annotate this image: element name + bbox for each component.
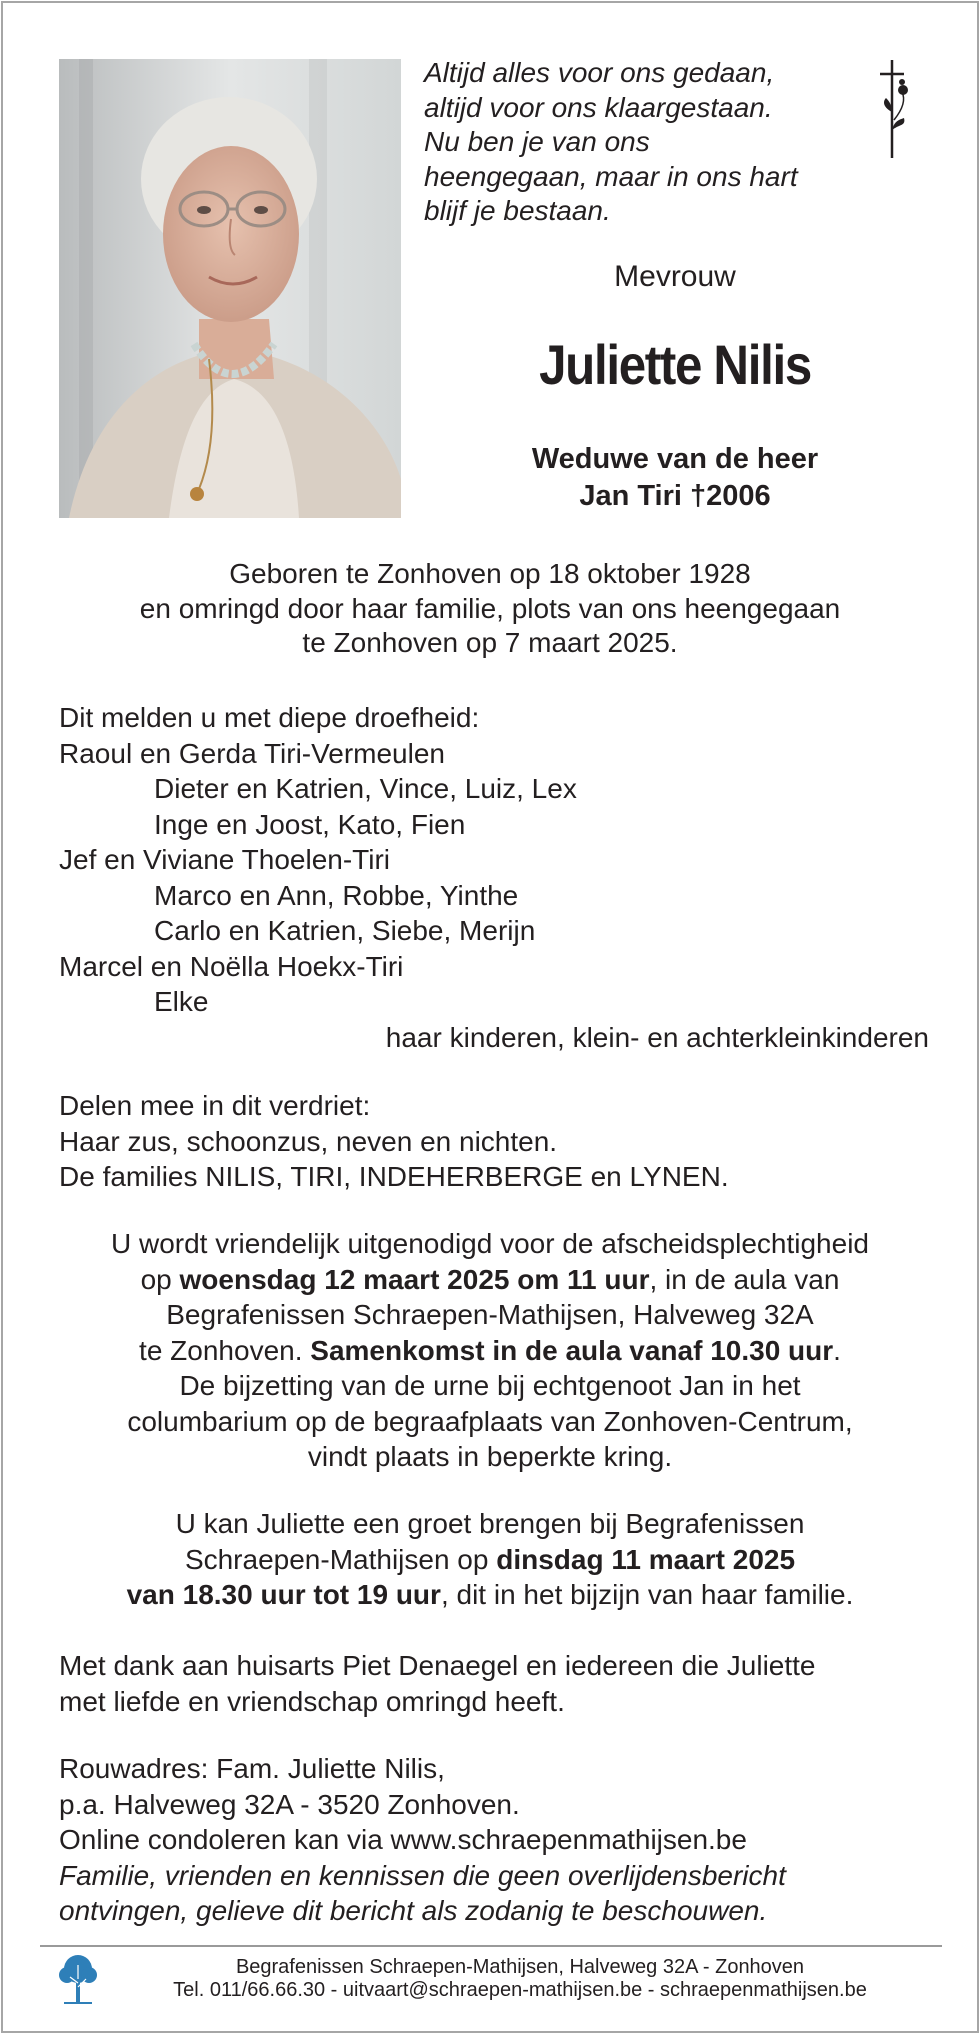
ceremony-text: . [833,1334,841,1366]
visit-line-2 [40,1542,940,1578]
address-section [59,1751,786,1929]
thanks-section [59,1648,816,1719]
widow-line-1: Weduwe van de heer [531,443,819,475]
ceremony-line-3: Begrafenissen Schraepen-Mathijsen, Halveweg 32A [166,1299,814,1330]
birth-line-2: en omringd door haar familie, plots van ons heengegaan [139,592,841,624]
birth-death-info [0,557,980,661]
family-row: Marcel en Noëlla Hoekx-Tiri [59,950,404,982]
footer-divider [40,1945,942,1947]
notice-line-1: Familie, vrienden en kennissen die geen overlijdensbericht [59,1859,786,1891]
visit-section [40,1506,940,1613]
ceremony-text: te Zonhoven. [139,1334,311,1366]
ceremony-line-5: De bijzetting van de urne bij echtgenoot Jan in het [179,1370,801,1401]
ceremony-text: op [140,1263,180,1295]
footer-contact[interactable]: Tel. 011/66.66.30 - uitvaart@schraepen-mathijsen.be - schraepenmathijsen.be [173,1979,867,2001]
address-line-2: p.a. Halveweg 32A - 3520 Zonhoven. [59,1788,520,1820]
ceremony-line-2 [40,1262,940,1298]
relatives-intro: Delen mee in dit verdriet: [59,1090,371,1121]
visit-text: Schraepen-Mathijsen op [184,1543,497,1575]
visit-line-3 [40,1577,940,1613]
relatives-section [59,1088,729,1195]
family-row: Raoul en Gerda Tiri-Vermeulen [59,737,445,769]
footer-address: Begrafenissen Schraepen-Mathijsen, Halveweg 32A - Zonhoven [235,1956,805,1978]
ceremony-date: woensdag 12 maart 2025 om 11 uur [179,1263,650,1295]
birth-line-3: te Zonhoven op 7 maart 2025. [302,627,678,658]
thanks-line-2: met liefde en vriendschap omringd heeft. [59,1685,565,1717]
portrait-photo [59,59,401,518]
ceremony-line-1: U wordt vriendelijk uitgenodigd voor de afscheidsplechtigheid [110,1228,869,1259]
ceremony-line-7: vindt plaats in beperkte kring. [307,1441,673,1472]
family-row: Elke [154,986,209,1017]
ceremony-text: , in de aula van [649,1263,840,1295]
notice-line-2: ontvingen, gelieve dit bericht als zodanig te beschouwen. [59,1895,768,1926]
visit-text: , dit in het bijzijn van haar familie. [440,1579,854,1610]
family-list [59,700,929,1055]
relatives-line-2: De families NILIS, TIRI, INDEHERBERGE en LYNEN. [59,1161,729,1192]
family-row: Carlo en Katrien, Siebe, Merijn [154,915,536,946]
family-closing: haar kinderen, klein- en achterkleinkinderen [385,1021,929,1053]
condolence-link[interactable]: Online condoleren kan via www.schraepenmathijsen.be [59,1824,747,1855]
cross-with-rose-icon [872,60,918,160]
gathering-time: Samenkomst in de aula vanaf 10.30 uur [310,1334,834,1366]
family-row: Dieter en Katrien, Vince, Luiz, Lex [154,773,577,804]
ceremony-section [40,1226,940,1475]
title-mevrouw: Mevrouw [614,260,736,293]
family-row: Jef en Viviane Thoelen-Tiri [59,844,390,875]
visit-date: dinsdag 11 maart 2025 [496,1543,796,1575]
tree-logo-icon [56,1953,100,2005]
birth-line-1: Geboren te Zonhoven op 18 oktober 1928 [229,558,751,589]
family-row: Marco en Ann, Robbe, Yinthe [154,879,519,911]
widow-of [440,441,910,515]
family-intro: Dit melden u met diepe droefheid: [59,702,480,733]
poem-verse: Altijd alles voor ons gedaan, altijd voor ons klaargestaan. Nu ben je van ons heengegaan, maar in ons hart blijf je bestaan. [424,57,798,226]
ceremony-line-6: columbarium op de begraafplaats van Zonhoven-Centrum, [127,1405,853,1437]
widow-line-2: Jan Tiri †2006 [579,480,771,512]
address-line-1: Rouwadres: Fam. Juliette Nilis, [59,1753,445,1784]
visit-time: van 18.30 uur tot 19 uur [126,1579,441,1610]
ceremony-line-4 [40,1333,940,1369]
thanks-line-1: Met dank aan huisarts Piet Denaegel en iedereen die Juliette [59,1650,816,1681]
deceased-name: Juliette Nilis [539,333,811,396]
visit-line-1: U kan Juliette een groet brengen bij Begrafenissen [175,1508,805,1539]
relatives-line-1: Haar zus, schoonzus, neven en nichten. [59,1125,558,1157]
family-row: Inge en Joost, Kato, Fien [154,808,466,840]
